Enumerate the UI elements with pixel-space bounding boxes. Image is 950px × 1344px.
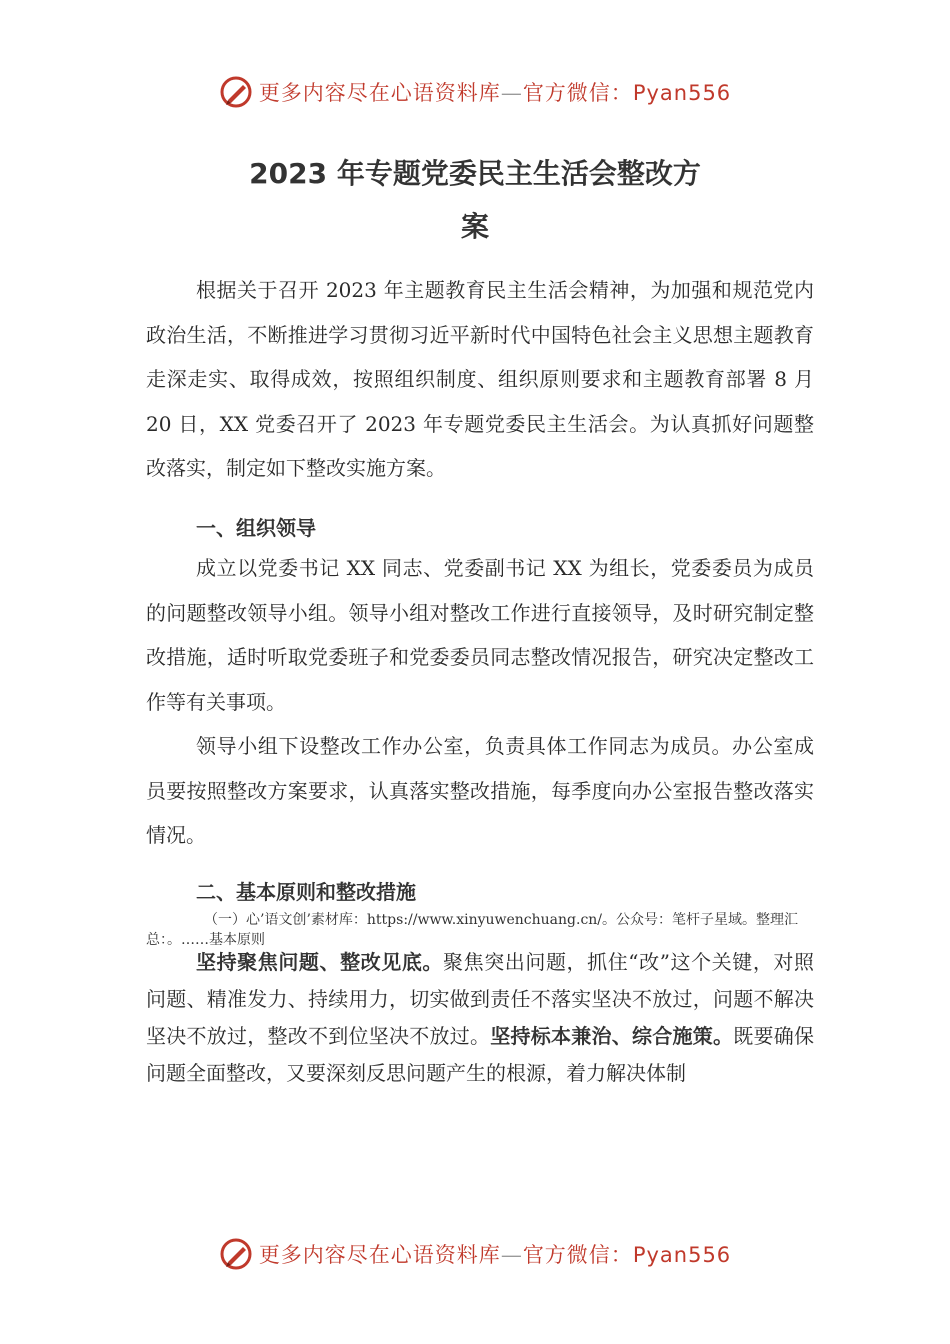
- section2-source-note: （一）心’语文创’素材库：https://www.xinyuwenchuang.cn/。公众号：笔杆子星域。整理汇总：。……基本原则: [146, 912, 799, 948]
- watermark-text: 更多内容尽在心语资料库—官方微信：Pyan556: [258, 81, 732, 105]
- section1-paragraph1: 成立以党委书记 XX 同志、党委副书记 XX 为组长，党委委员为成员的问题整改领导小组。领导小组对整改工作进行直接领导，及时研究制定整改措施，适时听取党委班子和党委委员同志整改情况报告，研究决定整改工作等有关事项。: [146, 556, 814, 714]
- principle1-text: 聚焦突出问题，抓住“改”这个关键，对照问题、精准发力、持续用力，切实做到责任不落实坚决不放过，问题不解决坚决不放过，整改不到位坚决不放过。: [146, 950, 815, 1048]
- principle2-bold: 坚持标本兼治、综合施策。: [490, 1024, 734, 1048]
- section1-paragraph2: 领导小组下设整改工作办公室，负责具体工作同志为成员。办公室成员要按照整改方案要求，认真落实整改措施，每季度向办公室报告整改落实情况。: [146, 734, 814, 847]
- principle2-text: 既要确保问题全面整改，又要深刻反思问题产生的根源，着力解决体制: [146, 1024, 814, 1085]
- pen-logo-icon: [219, 1237, 253, 1271]
- bottom-watermark-banner: [0, 1234, 950, 1274]
- section2-principles-paragraph: [146, 944, 814, 1092]
- watermark-text: 更多内容尽在心语资料库—官方微信：Pyan556: [258, 1243, 732, 1267]
- document-title-line1: 2023 年专题党委民主生活会整改方: [249, 157, 701, 190]
- section1-heading: 一、组织领导: [196, 516, 316, 540]
- section2-heading: 二、基本原则和整改措施: [196, 880, 416, 904]
- document-title-line2: 案: [460, 210, 489, 243]
- pen-logo-icon: [219, 75, 253, 109]
- top-watermark-banner: [0, 72, 950, 112]
- intro-paragraph: 根据关于召开 2023 年主题教育民主生活会精神，为加强和规范党内政治生活，不断推进学习贯彻习近平新时代中国特色社会主义思想主题教育走深走实、取得成效，按照组织制度、组织原则要求和主题教育部署 8 月 20 日，XX 党委召开了 2023 年专题党委民主生活会。为认真抓好问题整改落实，制定如下整改实施方案。: [146, 278, 814, 480]
- principle1-bold: 坚持聚焦问题、整改见底。: [196, 950, 444, 974]
